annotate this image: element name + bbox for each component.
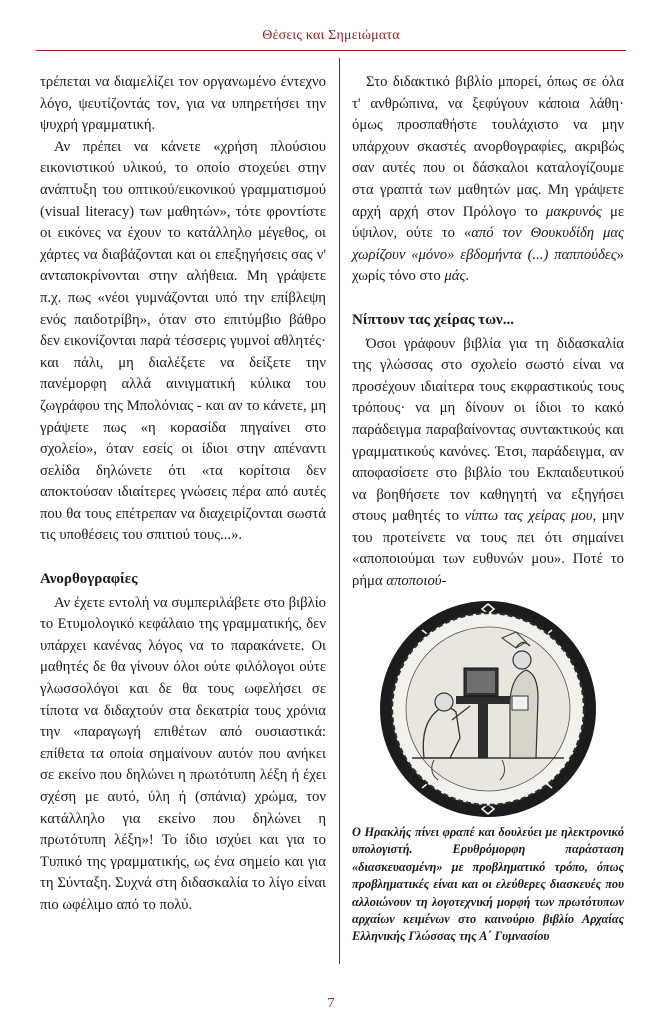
text-run: Στο διδακτικό βιβλίο μπορεί, όπως σε όλα τ' ανθρώπινα, να ξεφύγουν κάποια λάθη· όμως προσπαθήστε τουλάχιστο να μην υπάρχουν σκαστές ανορθογραφίες, ακριβώς σαν αυτές που οι δάσκαλοι καταλογίζουμε στα γραπτά των μαθητών μας. Μη γράψετε αρχή αρχή στον Πρόλογο το — [352, 74, 624, 220]
text-run: Όσοι γράφουν βιβλία για τη διδασκαλία της γλώσσας στο σχολείο σωστό είναι να προσέχουν ιδιαίτερα τους εκφραστικούς τους τρόπους· να μη δίνουν οι ίδιοι το κακό παράδειγμα παραβαίνοντας συντακτικούς και γραμματικούς κανόνες. Έτσι, παράδειγμα, αν αποφασίσετε στο βιβλίο του Εκπαιδευτικού να βοηθήσετε τον καθηγητή να εξηγήσει στους μαθητές το — [352, 335, 624, 525]
kylix-figure — [352, 600, 624, 818]
text-run: » χωρίς τόνο στο — [352, 246, 624, 285]
italic-run: από τον Θουκυδίδη μας χωρίζουν «μόνο» εβδομήντα (...) παππούδες — [352, 225, 624, 263]
left-paragraph-2: Αν πρέπει να κάνετε «χρήση πλούσιου εικονιστικού υλικού, το οποίο στοχεύει στην ανάπτυξη του οπτικού/εικονικού γραμματισμού (visual literacy) των μαθητών», τότε φροντίστε οι εικόνες να έχουν το κατάλληλο μέγεθος, οι χάρτες να διαβάζονται και οι επεξηγήσεις σας ν' ανταποκρίνονται στην αλήθεια. Μη γράψετε π.χ. πως «νέοι γυμνάζονται υπό την επίβλεψη ενός παιδοτρίβη», όταν στο επιτύμβιο βάθρο δεν εικονίζονται παρά τέσσερις γυμνοί αθλητές· και πάλι, μη διαλέξετε να δείξετε την πανέμορφη αλλά αινιγματική κύλικα του ζωγράφου της Μπολόνιας - και αν το κάνετε, μη γράψετε πως «η κορασίδα πηγαίνει στο σχολείο», όταν εσείς οι ίδιοι στην απέναντι σελίδα δηλώνετε ότι «τα κορίτσια δεν αποκτούσαν ιδιαίτερες γνώσεις πέρα από αυτές που θα τους επέτρεπαν να διαχειρίζονται σωστά τις υποθέσεις του σπιτιού τους...». — [40, 138, 326, 544]
text-run: . — [465, 268, 470, 285]
text-run: με ύψιλον, ούτε το « — [352, 203, 624, 242]
left-paragraph-1: τρέπεται να διαμελίζει τον οργανωμένο έντεχνο λόγο, ψευτίζοντάς τον, για να υπηρετήσει την ψυχρή γραμματική. — [40, 74, 326, 134]
header-rule — [36, 50, 626, 51]
left-paragraph-3: Αν έχετε εντολή να συμπεριλάβετε στο βιβλίο το Ετυμολογικό κεφάλαιο της γραμματικής, δεν υπάρχει κανένας λόγος να το παρακάνετε. Οι μαθητές δε θα γίνουν όλοι ούτε φιλόλογοι ούτε γλωσσολόγοι και δε θα τους ωφελήσει σε τίποτα να διδαχτούν στα δεκατρία τους χρόνια την «παραγωγή επιθέτων από ουσιαστικά: επίθετα τα οποία σημαίνουν αυτόν που ανήκει σε εκείνο που δηλώνει η πρωτότυπη λέξη ή έχει σχέση με αυτό, ύλη ή (σπάνια) χρώμα, τον κατάλληλο για εκείνο που δηλώνει η πρωτότυπη λέξη»! Το ίδιο ισχύει και για το Τυπικό της γραμματικής, ως ένα σημείο και για τη Σύνταξη. Συχνά στη διδασκαλία το λίγο είναι πιο ωφέλιμο από το πολύ. — [40, 594, 326, 913]
italic-run: αποποιού- — [386, 573, 447, 590]
italic-run: μάς — [444, 268, 466, 285]
page-number: 7 — [327, 996, 335, 1011]
italic-run: μακρυνός — [546, 203, 602, 220]
figure-caption: Ο Ηρακλής πίνει φραπέ και δουλεύει με ηλεκτρονικό υπολογιστή. Ερυθρόμορφη παράσταση «διασκευασμένη» με προβληματικό τρόπο, όπως προβληματικές είναι και οι ελεύθερες διασκευές που αλλοιώνουν τη λογοτεχνική μορφή των πρωτότυπων αρχαίων κειμένων στο καινούριο βιβλίο Αρχαίας Ελληνικής Γλώσσας της Α΄ Γυμνασίου — [352, 825, 624, 944]
right-paragraph-1 — [352, 72, 624, 288]
right-column — [352, 72, 624, 593]
section-heading-misspellings: Ανορθογραφίες — [40, 571, 138, 588]
left-column — [40, 72, 326, 917]
italic-run: νίπτω τας χείρας μου — [464, 508, 593, 525]
column-divider — [339, 58, 340, 964]
running-head: Θέσεις και Σημειώματα — [262, 28, 400, 43]
right-paragraph-2 — [352, 334, 624, 593]
text-run: , μην του προτείνετε να τους πει ότι σημαίνει «αποποιούμαι των ευθυνών μου». Ποτέ το ρήμα — [352, 508, 624, 590]
section-heading-wash-hands: Νίπτουν τας χείρας των... — [352, 311, 515, 328]
kylix-illustration — [352, 600, 624, 818]
